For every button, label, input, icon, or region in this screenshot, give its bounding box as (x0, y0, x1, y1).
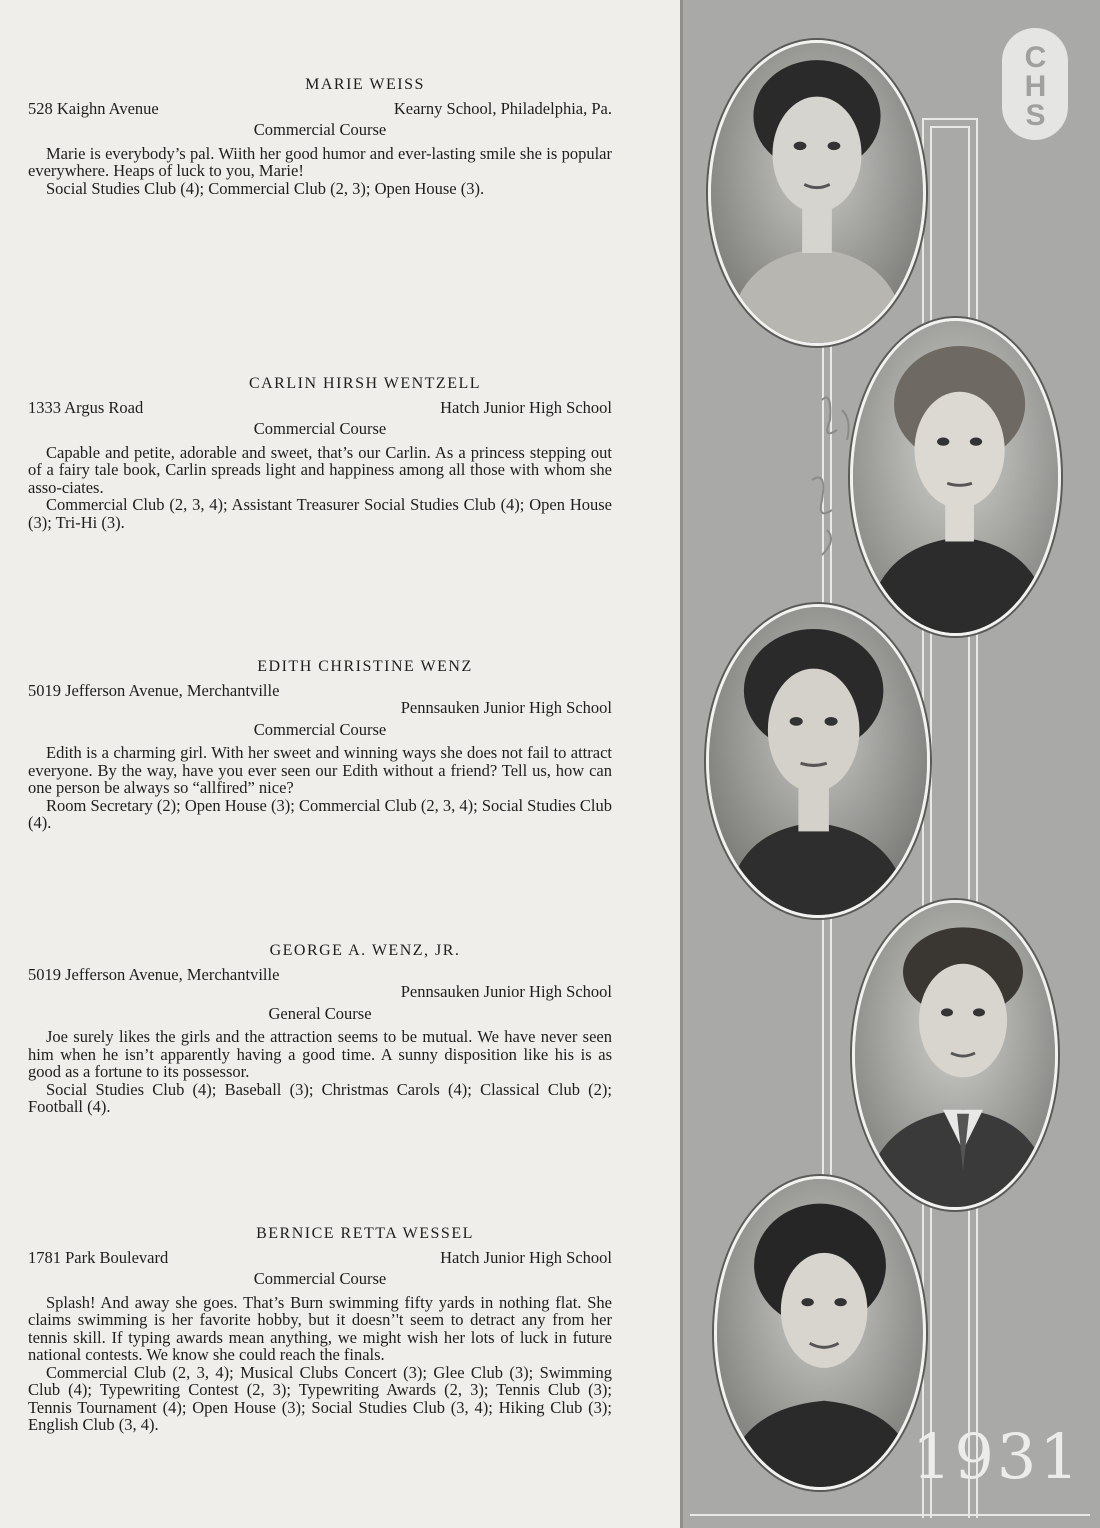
frame-line (690, 1514, 1090, 1516)
previous-school: Hatch Junior High School (440, 1247, 612, 1267)
address-row (28, 100, 612, 118)
course: Commercial Course (253, 120, 387, 139)
course: Commercial Course (253, 419, 387, 438)
course: Commercial Course (253, 719, 387, 739)
home-address: 5019 Jefferson Avenue, Merchantville (28, 964, 280, 984)
address-row (28, 1249, 612, 1267)
activities-text: Social Studies Club (4); Baseball (3); Christmas Carols (4); Classical Club (2); Football (4). (28, 1079, 612, 1116)
home-address: 1333 Argus Road (28, 397, 144, 417)
portrait-edith-wenz (706, 604, 930, 918)
previous-school: Pennsauken Junior High School (400, 698, 612, 717)
portrait-image (717, 1179, 923, 1487)
portrait-carlin-wentzell (850, 318, 1061, 636)
student-name: EDITH CHRISTINE WENZ (257, 658, 473, 675)
monogram-text: CHS (1019, 40, 1052, 128)
entry-george-wenz (28, 942, 612, 1116)
student-name: CARLIN HIRSH WENTZELL (248, 375, 482, 392)
portrait-image (709, 607, 927, 915)
activities-text: Room Secretary (2); Open House (3); Commercial Club (2, 3, 4); Social Studies Club (4). (28, 795, 612, 832)
course: General Course (268, 1003, 372, 1023)
bio-text: Edith is a charming girl. With her sweet and winning ways she does not fail to attract everyone. By the way, have you ever seen our Edith without a friend? Tell us, how can one person be always so “allfired” nice? (28, 743, 612, 797)
previous-school: Hatch Junior High School (440, 397, 612, 417)
school-monogram (1002, 28, 1068, 140)
portrait-bernice-wessel (714, 1176, 926, 1490)
student-name: GEORGE A. WENZ, JR. (269, 942, 461, 959)
bio-text: Joe surely likes the girls and the attraction seems to be mutual. We have never seen him when he isn’t apparently having a good time. A sunny disposition like his is as good as a fortune to its possessor. (28, 1027, 612, 1081)
frame-line (922, 118, 978, 120)
home-address: 1781 Park Boulevard (28, 1247, 169, 1267)
bio-text: Marie is everybody’s pal. Wiith her good humor and ever-lasting smile she is popular everywhere. Heaps of luck to you, Marie! (28, 143, 612, 180)
student-name: MARIE WEISS (305, 76, 425, 93)
activities-text: Commercial Club (2, 3, 4); Musical Clubs Concert (3); Glee Club (3); Swimming Club (4); Typewriting Contest (2, 3); Typewriting Awards (2, 3); Tennis Club (3); Tennis Tournament (4); Open House (3); Social Studies Club (3, 4); Hiking Club (3); English Club (3, 4). (28, 1362, 612, 1434)
portrait-george-wenz (852, 900, 1058, 1210)
entry-carlin-wentzell (28, 375, 612, 531)
activities-text: Social Studies Club (4); Commercial Club (2, 3); Open House (3). (46, 178, 485, 198)
previous-school: Kearny School, Philadelphia, Pa. (393, 98, 612, 118)
activities-text: Commercial Club (2, 3, 4); Assistant Treasurer Social Studies Club (4); Open House (3); Tri-Hi (3). (28, 495, 612, 532)
entry-bernice-wessel (28, 1225, 612, 1434)
address-row (28, 399, 612, 417)
course: Commercial Course (253, 1269, 387, 1288)
portrait-image (855, 903, 1055, 1207)
entry-edith-wenz (28, 658, 612, 832)
year-label: 1931 (912, 1420, 1082, 1493)
home-address: 5019 Jefferson Avenue, Merchantville (28, 680, 280, 700)
portrait-marie-weiss (708, 40, 926, 346)
bio-text: Capable and petite, adorable and sweet, that’s our Carlin. As a princess stepping out of a fairy tale book, Carlin spreads light and happiness among all those with whom she asso-ciates. (28, 442, 612, 497)
bio-text: Splash! And away she goes. That’s Burn swimming fifty yards in nothing flat. She claims swimming is her favorite hobby, but it doesn’'t seem to detract any from her tennis skill. If typing awards mean anything, we might wish her lots of luck in future national contests. We know she could reach the finals. (28, 1292, 612, 1364)
entry-marie-weiss (28, 76, 612, 197)
portrait-image (711, 43, 923, 343)
student-name: BERNICE RETTA WESSEL (256, 1225, 474, 1242)
previous-school: Pennsauken Junior High School (400, 982, 612, 1001)
home-address: 528 Kaighn Avenue (28, 98, 159, 118)
frame-line (930, 126, 970, 128)
portrait-image (853, 321, 1058, 633)
